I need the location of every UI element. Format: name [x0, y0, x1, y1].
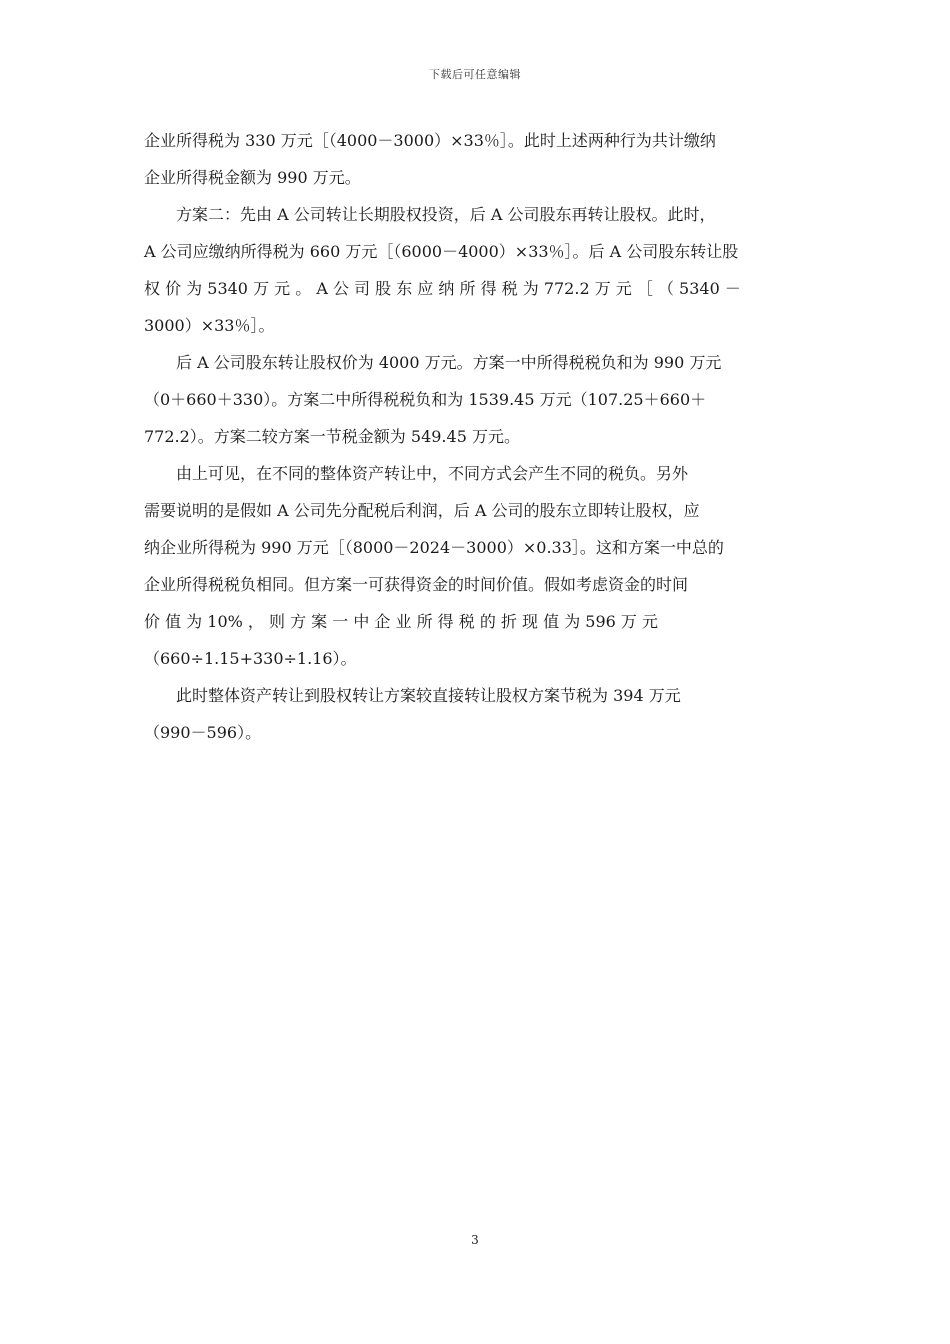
page-number: 3	[471, 1233, 479, 1247]
text-line: 此时整体资产转让到股权转让方案较直接转让股权方案节税为 394 万元	[176, 686, 681, 705]
paragraph-5	[144, 677, 806, 751]
text-line: （990－596）。	[144, 723, 262, 742]
text-line: 权 价 为 5340 万 元 。 A 公 司 股 东 应 纳 所 得 税 为 772.2 万 元 ［ （ 5340 －	[144, 279, 741, 298]
text-line: 企业所得税为 330 万元［（4000－3000）×33％］。此时上述两种行为共计缴纳	[144, 131, 716, 150]
text-line: 后 A 公司股东转让股权价为 4000 万元。方案一中所得税税负和为 990 万元	[176, 353, 722, 372]
text-line: （0＋660＋330）。方案二中所得税税负和为 1539.45 万元（107.25＋660＋	[144, 390, 707, 409]
text-line: A 公司应缴纳所得税为 660 万元［（6000－4000）×33％］。后 A 公司股东转让股	[144, 242, 739, 261]
paragraph-3	[144, 344, 806, 455]
text-line: 价 值 为 10% ， 则 方 案 一 中 企 业 所 得 税 的 折 现 值 为 596 万 元	[144, 612, 658, 631]
paragraph-1	[144, 122, 806, 196]
text-line: 纳企业所得税为 990 万元［（8000－2024－3000）×0.33］。这和方案一中总的	[144, 538, 724, 557]
document-body	[144, 122, 806, 751]
text-line: 由上可见，在不同的整体资产转让中，不同方式会产生不同的税负。另外	[176, 464, 689, 483]
text-line: 772.2）。方案二较方案一节税金额为 549.45 万元。	[144, 427, 520, 446]
text-line: 3000）×33％］。	[144, 316, 275, 335]
text-line: 企业所得税金额为 990 万元。	[144, 168, 361, 187]
text-line: 方案二：先由 A 公司转让长期股权投资，后 A 公司股东再转让股权。此时，	[176, 205, 716, 224]
paragraph-2	[144, 196, 806, 344]
text-line: 需要说明的是假如 A 公司先分配税后利润，后 A 公司的股东立即转让股权，应	[144, 501, 700, 520]
text-line: （660÷1.15+330÷1.16）。	[144, 649, 357, 668]
text-line: 企业所得税税负相同。但方案一可获得资金的时间价值。假如考虑资金的时间	[144, 575, 689, 594]
page-header: 下载后可任意编辑	[429, 68, 521, 81]
paragraph-4	[144, 455, 806, 677]
